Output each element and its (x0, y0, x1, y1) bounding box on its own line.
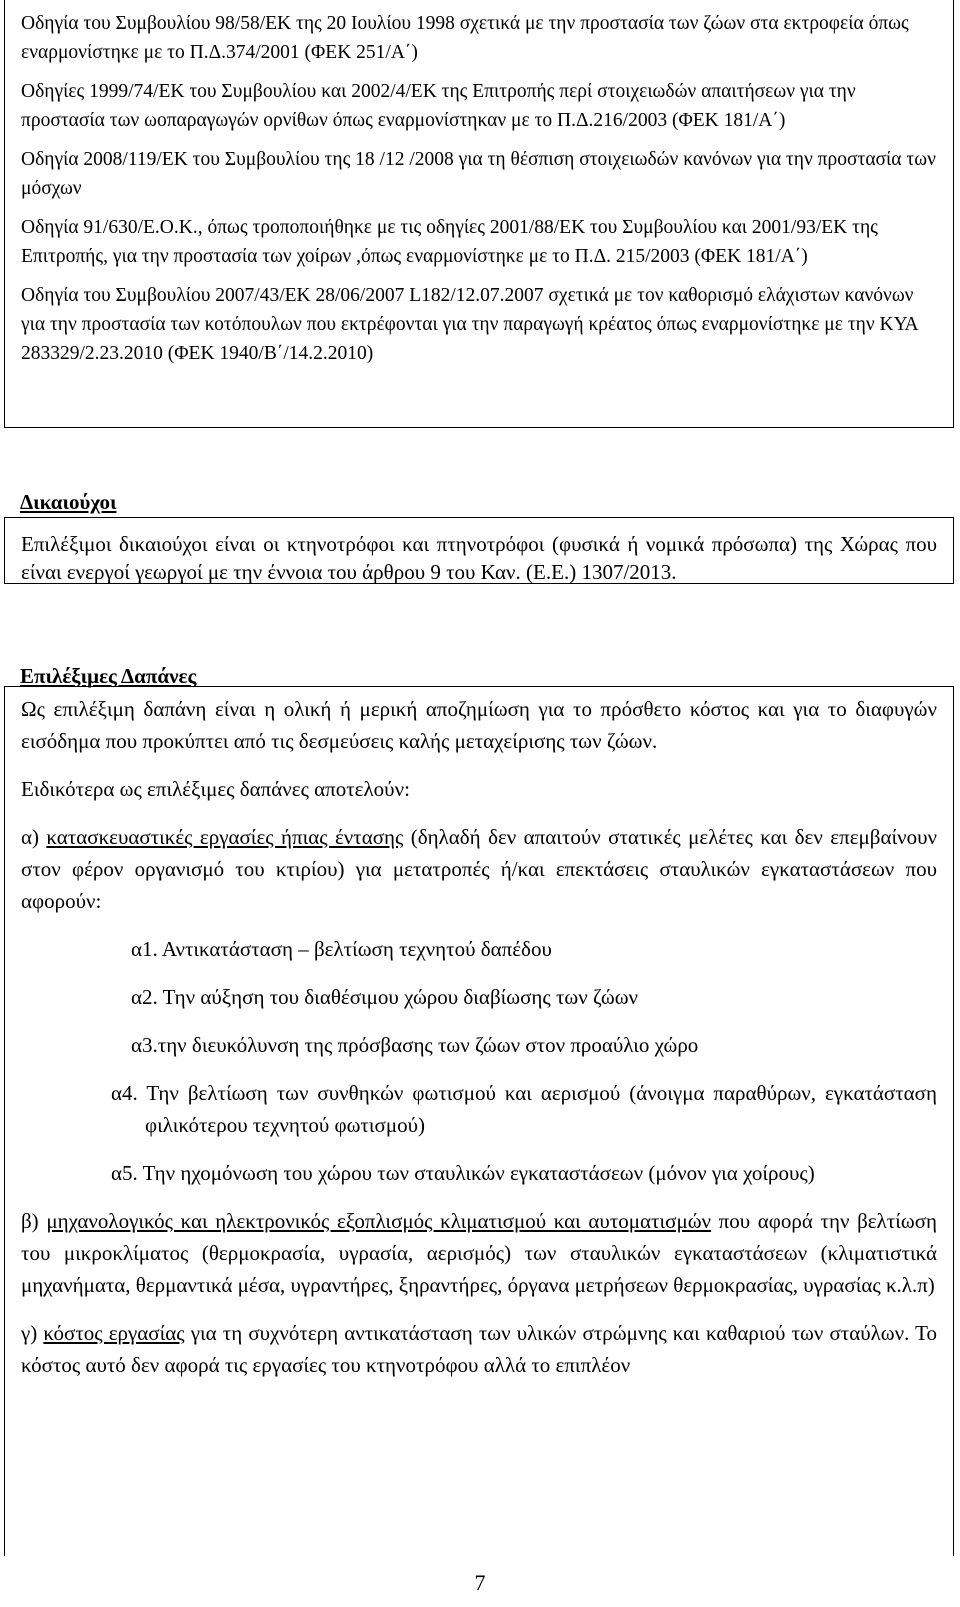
legislation-references-box (4, 0, 954, 428)
cost-item-a-title: κατασκευαστικές εργασίες ήπιας έντασης (46, 825, 404, 849)
cost-subitem-a3: α3.την διευκόλυνση της πρόσβασης των ζώων στον προαύλιο χώρο (131, 1033, 699, 1057)
reference-1999-74: Οδηγίες 1999/74/ΕΚ του Συμβουλίου και 2002/4/ΕΚ της Επιτροπής περί στοιχειωδών απαιτήσεων για την προστασία των ωοπαραγωγών ορνίθων όπως εναρμονίστηκαν με το Π.Δ.216/2003 (ΦΕΚ 181/Α΄) (21, 81, 856, 131)
cost-item-b (21, 1205, 937, 1301)
cost-subitem-a1: α1. Αντικατάσταση – βελτίωση τεχνητού δαπέδου (131, 937, 552, 961)
cost-item-c-title: κόστος εργασίας (43, 1321, 185, 1345)
cost-item-c-prefix: γ) (21, 1321, 44, 1345)
reference-2008-119: Οδηγία 2008/119/ΕΚ του Συμβουλίου της 18 /12 /2008 για τη θέσπιση στοιχειωδών κανόνων για την προστασία των μόσχων (21, 149, 936, 199)
cost-item-c-text: για τη συχνότερη αντικατάσταση των υλικών στρώμνης και καθαριού των σταύλων. Το κόστος αυτό δεν αφορά τις εργασίες του κτηνοτρόφου αλλά το επιπλέον (21, 1321, 937, 1377)
cost-item-b-title: μηχανολογικός και ηλεκτρονικός εξοπλισμός κλιματισμού και αυτοματισμών (46, 1209, 712, 1233)
costs-specific-intro: Ειδικότερα ως επιλέξιμες δαπάνες αποτελούν: (21, 777, 410, 801)
costs-intro: Ως επιλέξιμη δαπάνη είναι η ολική ή μερική αποζημίωση για το πρόσθετο κόστος και για το διαφυγών εισόδημα που προκύπτει από τις δεσμεύσεις καλής μεταχείρισης των ζώων. (21, 697, 937, 753)
page-number: 7 (474, 1570, 486, 1595)
cost-item-b-prefix: β) (21, 1209, 47, 1233)
cost-subitem-a5: α5. Την ηχομόνωση του χώρου των σταυλικών εγκαταστάσεων (μόνον για χοίρους) (111, 1161, 815, 1185)
beneficiaries-text: Επιλέξιμοι δικαιούχοι είναι οι κτηνοτρόφοι και πτηνοτρόφοι (φυσικά ή νομικά πρόσωπα) της Χώρας που είναι ενεργοί γεωργοί με την έννοια του άρθρου 9 του Καν. (Ε.Ε.) 1307/2013. (21, 532, 937, 584)
beneficiaries-heading: Δικαιούχοι (20, 490, 117, 514)
beneficiaries-box (4, 517, 954, 584)
reference-98-58: Οδηγία του Συμβουλίου 98/58/ΕΚ της 20 Ιουλίου 1998 σχετικά με την προστασία των ζώων στα εκτροφεία όπως εναρμονίστηκε με το Π.Δ.374/2001 (ΦΕΚ 251/Α΄) (21, 13, 909, 63)
eligible-costs-heading: Επιλέξιμες Δαπάνες (20, 664, 197, 688)
cost-subitem-a2: α2. Την αύξηση του διαθέσιμου χώρου διαβίωσης των ζώων (131, 985, 639, 1009)
cost-item-b-text: που αφορά την βελτίωση του μικροκλίματος (θερμοκρασία, υγρασία, αερισμός) των σταυλικών εγκαταστάσεων (κλιματιστικά μηχανήματα, θερμαντικά μέσα, υγραντήρες, ξηραντήρες, όργανα μετρήσεων θερμοκρασίας, υγρασίας κ.λ.π) (21, 1209, 938, 1297)
cost-item-a (21, 821, 937, 917)
reference-91-630: Οδηγία 91/630/Ε.Ο.Κ., όπως τροποποιήθηκε με τις οδηγίες 2001/88/ΕΚ του Συμβουλίου και 2001/93/ΕΚ της Επιτροπής, για την προστασία των χοίρων ,όπως εναρμονίστηκε με το Π.Δ. 215/2003 (ΦΕΚ 181/Α΄) (21, 217, 878, 267)
eligible-costs-box (4, 686, 954, 1556)
cost-item-c (21, 1317, 937, 1381)
cost-item-a-prefix: α) (21, 825, 47, 849)
reference-2007-43: Οδηγία του Συμβουλίου 2007/43/ΕΚ 28/06/2007 L182/12.07.2007 σχετικά με τον καθορισμό ελάχιστων κανόνων για την προστασία των κοτόπουλων που εκτρέφονται για την παραγωγή κρέατος όπως εναρμονίστηκε με την ΚΥΑ 283329/2.23.2010 (ΦΕΚ 1940/Β΄/14.2.2010) (21, 285, 918, 364)
cost-subitem-a4: α4. Την βελτίωση των συνθηκών φωτισμού και αερισμού (άνοιγμα παραθύρων, εγκατάσταση φιλικότερου τεχνητού φωτισμού) (111, 1081, 937, 1137)
cost-item-a-text: (δηλαδή δεν απαιτούν στατικές μελέτες και δεν επεμβαίνουν στον φέρον οργανισμό του κτιρίου) για μετατροπές ή/και επεκτάσεις σταυλικών εγκαταστάσεων που αφορούν: (21, 825, 937, 913)
